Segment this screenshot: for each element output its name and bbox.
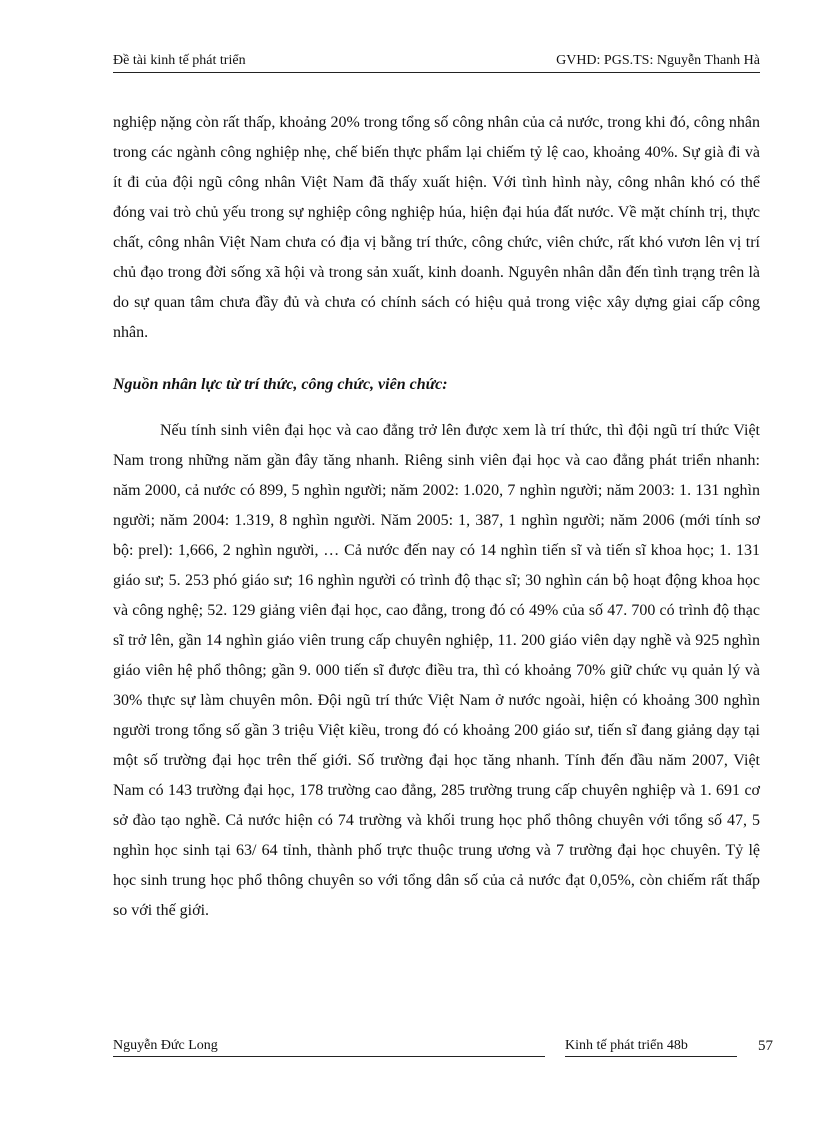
body-paragraph: nghiệp nặng còn rất thấp, khoảng 20% trong tổng số công nhân của cả nước, trong khi đó, công nhân trong các ngành công nghiệp nhẹ, chế biến thực phẩm lại chiếm tỷ lệ cao, khoảng 40%. Sự già đi và ít đi của đội ngũ công nhân Việt Nam đã thấy xuất hiện. Với tình hình này, công nhân khó có thể đóng vai trò chủ yếu trong sự nghiệp công nghiệp húa, hiện đại húa đất nước. Về mặt chính trị, thực chất, công nhân Việt Nam chưa có địa vị bằng trí thức, công chức, viên chức, rất khó vươn lên vị trí chủ đạo trong đời sống xã hội và trong sản xuất, kinh doanh. Nguyên nhân dẫn đến tình trạng trên là do sự quan tâm chưa đầy đủ và chưa có chính sách có hiệu quả trong việc xây dựng giai cấp công nhân. bbox=[113, 114, 760, 341]
footer-author: Nguyễn Đức Long bbox=[113, 1037, 545, 1057]
footer-class: Kinh tế phát triển 48b bbox=[565, 1037, 737, 1057]
header-document-title: Đề tài kinh tế phát triển bbox=[113, 53, 246, 68]
document-body bbox=[113, 108, 760, 926]
body-paragraph: Nếu tính sinh viên đại học và cao đẳng trở lên được xem là trí thức, thì đội ngũ trí thức Việt Nam trong những năm gần đây tăng nhanh. Riêng sinh viên đại học và cao đẳng phát triển nhanh: năm 2000, cả nước có 899, 5 nghìn người; năm 2002: 1.020, 7 nghìn người; năm 2003: 1. 131 nghìn người; năm 2004: 1.319, 8 nghìn người. Năm 2005: 1, 387, 1 nghìn người; năm 2006 (mới tính sơ bộ: prel): 1,666, 2 nghìn người, … Cả nước đến nay có 14 nghìn tiến sĩ và tiến sĩ khoa học; 1. 131 giáo sư; 5. 253 phó giáo sư; 16 nghìn người có trình độ thạc sĩ; 30 nghìn cán bộ hoạt động khoa học và công nghệ; 52. 129 giảng viên đại học, cao đẳng, trong đó có 49% của số 47. 700 có trình độ thạc sĩ trở lên, gần 14 nghìn giáo viên trung cấp chuyên nghiệp, 11. 200 giáo viên dạy nghề và 925 nghìn giáo viên hệ phổ thông; gần 9. 000 tiến sĩ được điều tra, thì có khoảng 70% giữ chức vụ quản lý và 30% thực sự làm chuyên môn. Đội ngũ trí thức Việt Nam ở nước ngoài, hiện có khoảng 300 nghìn người trong tổng số gần 3 triệu Việt kiều, trong đó có khoảng 200 giáo sư, tiến sĩ đang giảng dạy tại một số trường đại học trên thế giới. Số trường đại học tăng nhanh. Tính đến đầu năm 2007, Việt Nam có 143 trường đại học, 178 trường cao đẳng, 285 trường trung cấp chuyên nghiệp và 1. 691 cơ sở đào tạo nghề. Cả nước hiện có 74 trường và khối trung học phổ thông chuyên với tổng số 47, 5 nghìn học sinh tại 63/ 64 tỉnh, thành phố trực thuộc trung ương và 7 trường đại học chuyên. Tỷ lệ học sinh trung học phổ thông chuyên so với tổng dân số của cả nước đạt 0,05%, còn chiếm rất thấp so với thế giới. bbox=[113, 422, 760, 919]
page-footer bbox=[113, 1037, 773, 1059]
header-supervisor: GVHD: PGS.TS: Nguyễn Thanh Hà bbox=[556, 53, 760, 68]
page-number: 57 bbox=[758, 1038, 773, 1054]
page-header bbox=[113, 52, 760, 73]
section-heading: Nguồn nhân lực từ trí thức, công chức, viên chức: bbox=[113, 376, 448, 393]
